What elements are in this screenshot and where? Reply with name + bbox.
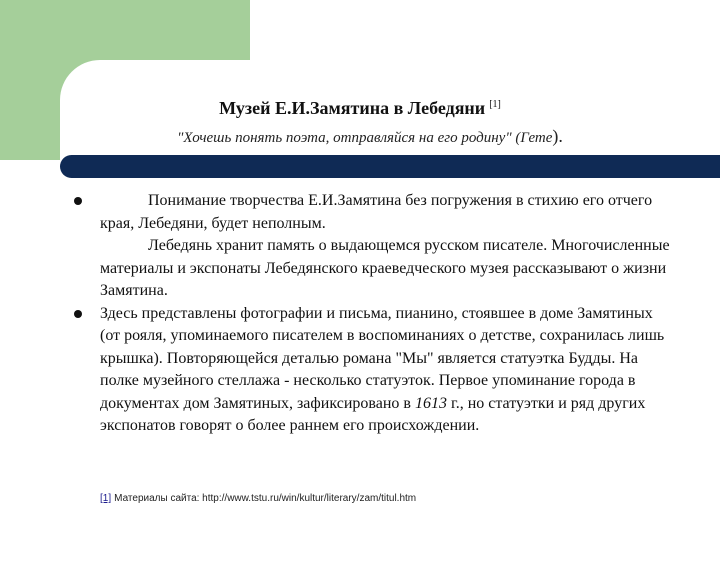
bullet-dot-icon xyxy=(74,310,82,318)
bullet-1-paragraph-1: Понимание творчества Е.И.Замятина без погружения в стихию его отчего края, Лебедяни, будет неполным. xyxy=(100,192,653,232)
year-text: 1613 xyxy=(414,394,447,412)
title-divider-bar xyxy=(60,155,720,178)
subtitle-quote: "Хочешь понять поэта, отправляйся на его родину" (Гете xyxy=(177,130,553,146)
footnote-text: Материалы сайта: http://www.tstu.ru/win/kultur/literary/zam/titul.htm xyxy=(114,493,417,504)
bullet-list xyxy=(70,190,670,438)
bullet-dot-icon xyxy=(74,197,82,205)
slide-title xyxy=(0,98,720,119)
bullet-2-paragraph xyxy=(100,303,670,438)
footnote-ref-link[interactable]: [1] xyxy=(100,493,112,504)
bullet-2-text-end: г., но статуэтки и ряд других экспонатов говорят о более раннем его происхождении. xyxy=(100,394,646,434)
bullet-2-text: Здесь представлены фотографии и письма, пианино, стоявшее в доме Замятиных (от рояля, упоминаемого писателем в воспоминаниях о детстве, сохранилась лишь крышка). Повторяющейся деталью романа "Мы" является статуэтка Будды. На полке музейного стеллажа - несколько статуэток. Первое упоминание города в документах дом Замятиных, зафиксировано в xyxy=(100,304,665,412)
subtitle-tail: ). xyxy=(552,126,563,146)
title-footnote-ref[interactable]: [1] xyxy=(489,99,501,110)
footnote xyxy=(100,493,416,504)
bullet-1-paragraph-2: Лебедянь хранит память о выдающемся русском писателе. Многочисленные материалы и экспонаты Лебедянского краеведческого музея рассказывают о жизни Замятина. xyxy=(100,237,670,299)
bullet-item-1 xyxy=(70,190,670,303)
title-text: Музей Е.И.Замятина в Лебедяни xyxy=(219,98,486,118)
bullet-item-2 xyxy=(70,303,670,438)
slide-subtitle xyxy=(0,126,720,147)
